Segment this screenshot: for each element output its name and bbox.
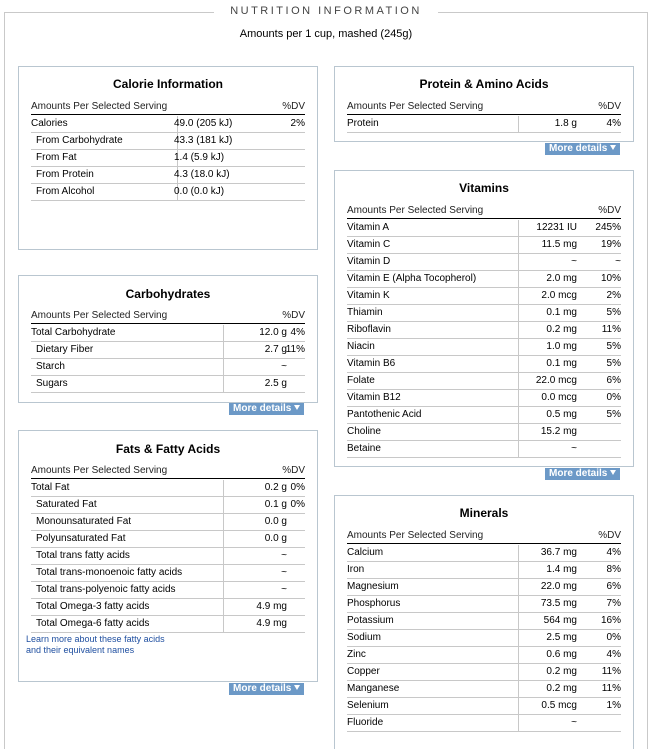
fats-col-header bbox=[31, 465, 305, 479]
nutrient-dv: 16% bbox=[600, 615, 621, 626]
table-row bbox=[347, 681, 621, 698]
column-divider bbox=[223, 616, 224, 632]
nutrient-dv: ~ bbox=[615, 256, 621, 267]
col-header-dv: %DV bbox=[598, 205, 621, 216]
nutrient-name: Vitamin D bbox=[347, 256, 391, 267]
nutrient-amount: 0.1 mg bbox=[546, 307, 577, 318]
nutrient-name: Total trans fatty acids bbox=[36, 550, 130, 561]
nutrient-name: Calories bbox=[31, 118, 68, 129]
table-row bbox=[31, 480, 305, 497]
carbs-panel bbox=[18, 275, 318, 403]
nutrient-amount: 2.0 mg bbox=[546, 273, 577, 284]
vitamins-col-header bbox=[347, 205, 621, 219]
col-header-dv: %DV bbox=[282, 310, 305, 321]
table-row bbox=[31, 565, 305, 582]
nutrient-dv: 4% bbox=[606, 118, 621, 129]
column-divider bbox=[518, 596, 519, 612]
nutrient-name: From Protein bbox=[36, 169, 94, 180]
column-divider bbox=[518, 664, 519, 680]
fats-panel-title: Fats & Fatty Acids bbox=[115, 442, 221, 456]
nutrient-dv: 4% bbox=[290, 327, 305, 338]
table-row bbox=[347, 339, 621, 356]
table-row bbox=[347, 288, 621, 305]
nutrient-name: Vitamin C bbox=[347, 239, 391, 250]
calorie-panel bbox=[18, 66, 318, 250]
column-divider bbox=[223, 342, 224, 358]
nutrient-amount: 0.0 g bbox=[264, 533, 287, 544]
nutrient-amount: 12.0 g bbox=[259, 327, 287, 338]
nutrient-name: Vitamin E (Alpha Tocopherol) bbox=[347, 273, 477, 284]
nutrient-amount: 2.5 mg bbox=[546, 632, 577, 643]
nutrient-name: Copper bbox=[347, 666, 380, 677]
nutrient-dv: 5% bbox=[606, 358, 621, 369]
col-header-amounts: Amounts Per Selected Serving bbox=[31, 310, 168, 321]
column-divider bbox=[518, 220, 519, 236]
table-row bbox=[31, 359, 305, 376]
nutrient-name: Saturated Fat bbox=[36, 499, 97, 510]
nutrient-dv: 0% bbox=[606, 392, 621, 403]
nutrient-amount: 2.7 g bbox=[264, 344, 287, 355]
column-divider bbox=[518, 237, 519, 253]
column-divider bbox=[223, 480, 224, 496]
col-header-dv: %DV bbox=[598, 101, 621, 112]
nutrient-name: Riboflavin bbox=[347, 324, 391, 335]
minerals-panel-title: Minerals bbox=[459, 506, 509, 520]
nutrient-name: Selenium bbox=[347, 700, 389, 711]
nutrient-dv: 5% bbox=[606, 341, 621, 352]
table-row bbox=[347, 322, 621, 339]
nutrient-name: Phosphorus bbox=[347, 598, 401, 609]
nutrient-name: Niacin bbox=[347, 341, 375, 352]
vitamins-more-details-button[interactable] bbox=[545, 468, 620, 480]
table-row bbox=[347, 373, 621, 390]
nutrient-amount: 73.5 mg bbox=[540, 598, 577, 609]
nutrient-amount: 564 mg bbox=[543, 615, 577, 626]
column-divider bbox=[518, 613, 519, 629]
nutrient-name: Monounsaturated Fat bbox=[36, 516, 132, 527]
nutrient-dv: 0% bbox=[290, 482, 305, 493]
nutrient-name: Thiamin bbox=[347, 307, 383, 318]
column-divider bbox=[518, 698, 519, 714]
nutrient-amount: 0.2 g bbox=[264, 482, 287, 493]
nutrient-dv: 2% bbox=[290, 118, 305, 129]
table-row bbox=[31, 514, 305, 531]
column-divider bbox=[518, 407, 519, 423]
vitamins-panel bbox=[334, 170, 634, 467]
column-divider bbox=[518, 254, 519, 270]
nutrient-dv: 4% bbox=[606, 547, 621, 558]
column-divider bbox=[518, 647, 519, 663]
table-row bbox=[347, 562, 621, 579]
nutrient-dv: 11% bbox=[601, 683, 621, 694]
nutrient-dv: 8% bbox=[606, 564, 621, 575]
nutrient-amount: 0.5 mg bbox=[546, 409, 577, 420]
nutrient-amount: 0.0 g bbox=[264, 516, 287, 527]
nutrient-dv: 7% bbox=[606, 598, 621, 609]
protein-col-header bbox=[347, 101, 621, 115]
triangle-down-icon bbox=[610, 470, 616, 475]
column-divider bbox=[518, 305, 519, 321]
nutrient-amount: 22.0 mg bbox=[540, 581, 577, 592]
column-divider bbox=[518, 288, 519, 304]
table-row bbox=[347, 390, 621, 407]
nutrient-amount: 4.3 (18.0 kJ) bbox=[174, 169, 230, 180]
nutrient-dv: 5% bbox=[606, 307, 621, 318]
nutrient-dv: 6% bbox=[606, 581, 621, 592]
column-divider bbox=[518, 545, 519, 561]
nutrient-amount: 11.5 mg bbox=[541, 239, 577, 250]
nutrient-dv: 19% bbox=[600, 239, 621, 250]
triangle-down-icon bbox=[610, 145, 616, 150]
nutrient-name: Fluoride bbox=[347, 717, 384, 728]
column-divider bbox=[518, 322, 519, 338]
col-header-amounts: Amounts Per Selected Serving bbox=[347, 101, 484, 112]
calorie-rows bbox=[31, 116, 305, 201]
nutrient-name: Zinc bbox=[347, 649, 366, 660]
learn-more-line-1: Learn more about these fatty acids bbox=[26, 634, 165, 644]
nutrient-name: From Carbohydrate bbox=[36, 135, 123, 146]
nutrient-name: Manganese bbox=[347, 683, 400, 694]
nutrient-name: Total Omega-6 fatty acids bbox=[36, 618, 150, 629]
table-row bbox=[31, 116, 305, 133]
table-row bbox=[347, 116, 621, 133]
table-row bbox=[347, 356, 621, 373]
fats-panel bbox=[18, 430, 318, 682]
nutrient-amount: 36.7 mg bbox=[540, 547, 577, 558]
nutrient-amount: 1.0 mg bbox=[546, 341, 577, 352]
col-header-amounts: Amounts Per Selected Serving bbox=[31, 465, 168, 476]
minerals-panel bbox=[334, 495, 634, 749]
nutrient-dv: 0% bbox=[290, 499, 305, 510]
learn-more-line-2: and their equivalent names bbox=[26, 645, 135, 655]
table-row bbox=[31, 342, 305, 359]
nutrient-name: Sugars bbox=[36, 378, 68, 389]
more-details-label: More details bbox=[549, 468, 608, 479]
column-divider bbox=[518, 390, 519, 406]
vitamins-rows bbox=[347, 220, 621, 458]
nutrient-name: Potassium bbox=[347, 615, 394, 626]
more-details-label: More details bbox=[233, 683, 292, 694]
calorie-col-header bbox=[31, 101, 305, 115]
nutrient-amount: ~ bbox=[571, 443, 577, 454]
vitamins-panel-title: Vitamins bbox=[459, 181, 509, 195]
nutrient-amount: 1.4 mg bbox=[546, 564, 577, 575]
table-row bbox=[31, 184, 305, 201]
nutrient-name: Vitamin B12 bbox=[347, 392, 401, 403]
table-row bbox=[347, 305, 621, 322]
protein-panel-title: Protein & Amino Acids bbox=[419, 77, 549, 91]
protein-rows bbox=[347, 116, 621, 133]
nutrient-name: Vitamin A bbox=[347, 222, 390, 233]
col-header-amounts: Amounts Per Selected Serving bbox=[347, 205, 484, 216]
col-header-dv: %DV bbox=[282, 101, 305, 112]
nutrient-amount: ~ bbox=[281, 584, 287, 595]
table-row bbox=[347, 271, 621, 288]
column-divider bbox=[518, 441, 519, 457]
table-row bbox=[347, 715, 621, 732]
nutrient-amount: ~ bbox=[571, 256, 577, 267]
nutrient-name: Sodium bbox=[347, 632, 381, 643]
protein-more-details-button[interactable] bbox=[545, 143, 620, 155]
column-divider bbox=[223, 497, 224, 513]
table-row bbox=[31, 582, 305, 599]
nutrient-amount: 0.6 mg bbox=[546, 649, 577, 660]
fats-rows bbox=[31, 480, 305, 633]
nutrient-amount: 0.1 mg bbox=[546, 358, 577, 369]
nutrient-dv: 2% bbox=[606, 290, 621, 301]
nutrient-amount: 0.0 (0.0 kJ) bbox=[174, 186, 225, 197]
table-row bbox=[347, 407, 621, 424]
nutrient-amount: 0.2 mg bbox=[546, 683, 577, 694]
column-divider bbox=[518, 630, 519, 646]
nutrient-amount: 0.2 mg bbox=[546, 666, 577, 677]
nutrient-amount: ~ bbox=[281, 550, 287, 561]
column-divider bbox=[518, 715, 519, 731]
nutrition-header-title: NUTRITION INFORMATION bbox=[214, 5, 438, 17]
calorie-panel-title: Calorie Information bbox=[112, 77, 223, 91]
column-divider bbox=[223, 514, 224, 530]
nutrient-amount: 15.2 mg bbox=[540, 426, 577, 437]
nutrient-amount: 12231 IU bbox=[536, 222, 577, 233]
table-row bbox=[31, 376, 305, 393]
nutrient-amount: ~ bbox=[571, 717, 577, 728]
more-details-label: More details bbox=[233, 403, 292, 414]
nutrient-name: Magnesium bbox=[347, 581, 399, 592]
table-row bbox=[347, 237, 621, 254]
column-divider bbox=[518, 116, 519, 132]
minerals-col-header bbox=[347, 530, 621, 544]
carbs-more-details-button[interactable] bbox=[229, 403, 304, 415]
carbs-col-header bbox=[31, 310, 305, 324]
column-divider bbox=[518, 356, 519, 372]
column-divider bbox=[518, 373, 519, 389]
table-row bbox=[347, 647, 621, 664]
nutrient-name: Starch bbox=[36, 361, 65, 372]
column-divider bbox=[518, 424, 519, 440]
column-divider bbox=[223, 359, 224, 375]
table-row bbox=[347, 630, 621, 647]
nutrient-name: From Alcohol bbox=[36, 186, 95, 197]
nutrient-amount: ~ bbox=[281, 567, 287, 578]
table-row bbox=[31, 325, 305, 342]
more-details-label: More details bbox=[549, 143, 608, 154]
nutrient-amount: 4.9 mg bbox=[256, 601, 287, 612]
table-row bbox=[347, 579, 621, 596]
nutrient-name: Calcium bbox=[347, 547, 384, 558]
nutrient-name: Total Omega-3 fatty acids bbox=[36, 601, 150, 612]
carbs-panel-title: Carbohydrates bbox=[125, 287, 211, 301]
nutrient-amount: 1.4 (5.9 kJ) bbox=[174, 152, 225, 163]
col-header-amounts: Amounts Per Selected Serving bbox=[31, 101, 168, 112]
fats-more-details-button[interactable] bbox=[229, 683, 304, 695]
table-row bbox=[347, 254, 621, 271]
nutrient-amount: 49.0 (205 kJ) bbox=[174, 118, 233, 129]
nutrient-amount: 2.5 g bbox=[264, 378, 287, 389]
col-header-dv: %DV bbox=[282, 465, 305, 476]
minerals-rows bbox=[347, 545, 621, 732]
nutrient-dv: 0% bbox=[606, 632, 621, 643]
nutrient-name: Iron bbox=[347, 564, 365, 575]
nutrient-dv: 5% bbox=[606, 409, 621, 420]
column-divider bbox=[223, 376, 224, 392]
learn-more-fatty-acids-link[interactable] bbox=[26, 634, 165, 656]
col-header-dv: %DV bbox=[598, 530, 621, 541]
nutrient-name: Total trans-polyenoic fatty acids bbox=[36, 584, 176, 595]
column-divider bbox=[223, 582, 224, 598]
nutrient-name: Pantothenic Acid bbox=[347, 409, 422, 420]
column-divider bbox=[518, 579, 519, 595]
column-divider bbox=[223, 565, 224, 581]
table-row bbox=[347, 441, 621, 458]
protein-panel bbox=[334, 66, 634, 142]
nutrient-name: Polyunsaturated Fat bbox=[36, 533, 126, 544]
col-header-amounts: Amounts Per Selected Serving bbox=[347, 530, 484, 541]
nutrient-dv: 11% bbox=[601, 324, 621, 335]
nutrient-name: Betaine bbox=[347, 443, 381, 454]
nutrient-dv: 6% bbox=[606, 375, 621, 386]
nutrient-name: Vitamin B6 bbox=[347, 358, 396, 369]
nutrient-name: Choline bbox=[347, 426, 381, 437]
table-row bbox=[31, 548, 305, 565]
table-row bbox=[347, 613, 621, 630]
table-row bbox=[31, 616, 305, 633]
column-divider bbox=[223, 548, 224, 564]
column-divider bbox=[518, 339, 519, 355]
table-row bbox=[347, 698, 621, 715]
column-divider bbox=[518, 562, 519, 578]
column-divider bbox=[518, 271, 519, 287]
nutrient-amount: ~ bbox=[281, 361, 287, 372]
nutrient-dv: 1% bbox=[606, 700, 621, 711]
table-row bbox=[31, 133, 305, 150]
nutrient-name: Dietary Fiber bbox=[36, 344, 94, 355]
serving-subtitle: Amounts per 1 cup, mashed (245g) bbox=[239, 28, 413, 40]
table-row bbox=[31, 150, 305, 167]
nutrient-name: Folate bbox=[347, 375, 375, 386]
column-divider bbox=[223, 599, 224, 615]
nutrient-amount: 0.0 mcg bbox=[541, 392, 577, 403]
nutrient-name: Total Carbohydrate bbox=[31, 327, 116, 338]
table-row bbox=[347, 664, 621, 681]
triangle-down-icon bbox=[294, 405, 300, 410]
column-divider bbox=[223, 325, 224, 341]
nutrient-dv: 10% bbox=[600, 273, 621, 284]
nutrient-dv: 245% bbox=[595, 222, 621, 233]
nutrient-name: From Fat bbox=[36, 152, 77, 163]
nutrient-amount: 0.5 mcg bbox=[541, 700, 577, 711]
nutrient-amount: 0.2 mg bbox=[546, 324, 577, 335]
nutrient-amount: 43.3 (181 kJ) bbox=[174, 135, 233, 146]
nutrient-name: Total Fat bbox=[31, 482, 70, 493]
table-row bbox=[347, 424, 621, 441]
nutrient-amount: 22.0 mcg bbox=[535, 375, 577, 386]
nutrient-name: Total trans-monoenoic fatty acids bbox=[36, 567, 183, 578]
nutrient-name: Vitamin K bbox=[347, 290, 390, 301]
nutrient-dv: 11% bbox=[601, 666, 621, 677]
table-row bbox=[31, 497, 305, 514]
nutrient-dv: 11% bbox=[285, 344, 305, 355]
column-divider bbox=[223, 531, 224, 547]
table-row bbox=[347, 545, 621, 562]
nutrient-dv: 4% bbox=[606, 649, 621, 660]
carbs-rows bbox=[31, 325, 305, 393]
table-row bbox=[347, 220, 621, 237]
table-row bbox=[31, 531, 305, 548]
nutrient-amount: 2.0 mcg bbox=[541, 290, 577, 301]
table-row bbox=[31, 167, 305, 184]
nutrient-amount: 0.1 g bbox=[264, 499, 287, 510]
column-divider bbox=[518, 681, 519, 697]
table-row bbox=[31, 599, 305, 616]
nutrient-name: Protein bbox=[347, 118, 379, 129]
nutrient-amount: 1.8 g bbox=[554, 118, 577, 129]
table-row bbox=[347, 596, 621, 613]
triangle-down-icon bbox=[294, 685, 300, 690]
nutrient-amount: 4.9 mg bbox=[256, 618, 287, 629]
